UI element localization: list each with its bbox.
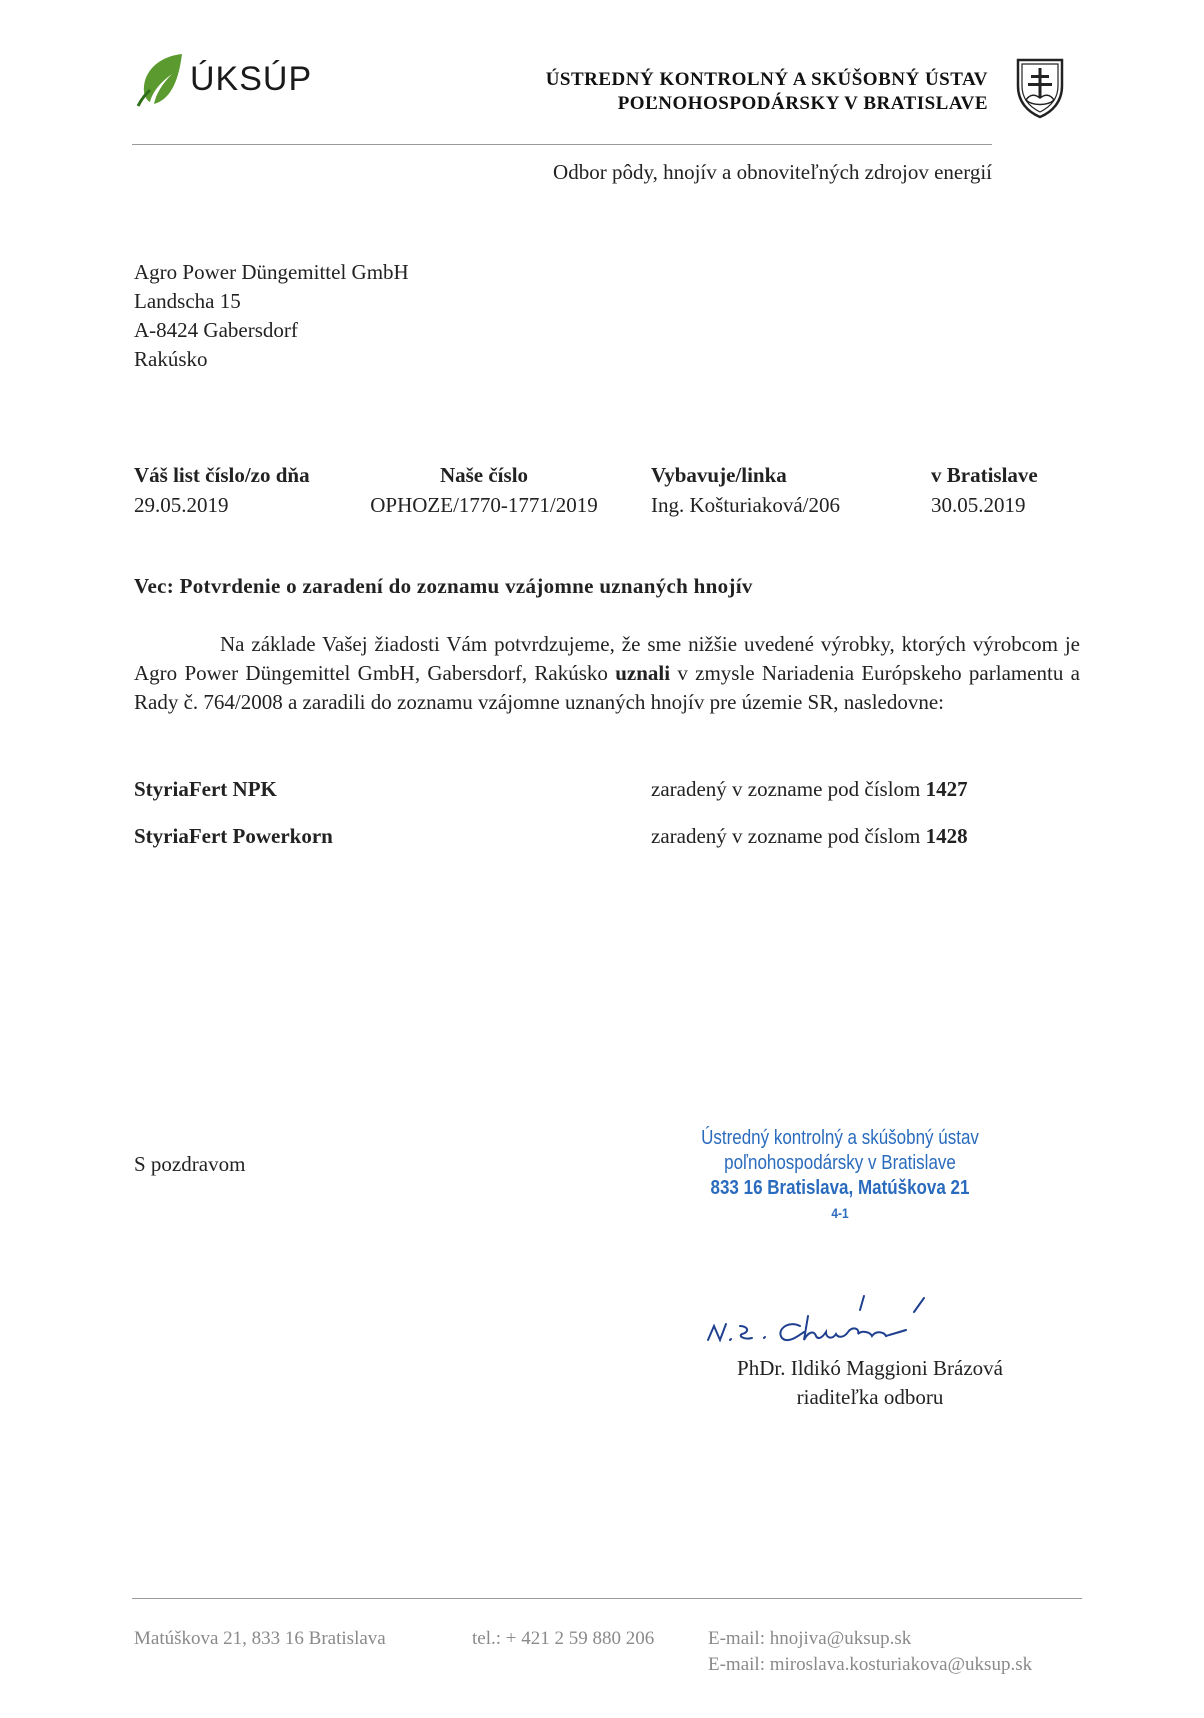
product-listing-text: zaradený v zozname pod číslom — [651, 777, 926, 801]
signer-block — [690, 1354, 1050, 1412]
product-number: 1428 — [925, 824, 968, 848]
footer-divider — [132, 1598, 1082, 1599]
reference-value: 29.05.2019 — [134, 493, 229, 517]
recipient-city: A-8424 Gabersdorf — [134, 318, 298, 342]
body-text-emphasis: uznali — [615, 661, 671, 685]
stamp-line1: Ústredný kontrolný a skúšobný ústav — [701, 1127, 979, 1149]
product-listing-text: zaradený v zozname pod číslom — [651, 824, 926, 848]
footer-email-primary: E-mail: hnojiva@uksup.sk — [708, 1628, 912, 1649]
reference-label: v Bratislave — [931, 463, 1038, 487]
closing-greeting: S pozdravom — [134, 1152, 246, 1176]
org-name-line2: POĽNOHOSPODÁRSKY V BRATISLAVE — [617, 93, 988, 114]
reference-label: Naše číslo — [439, 463, 529, 487]
reference-label: Vybavuje/linka — [651, 463, 787, 487]
organization-name — [546, 68, 988, 116]
letter-body — [134, 630, 1080, 717]
recipient-country: Rakúsko — [134, 347, 208, 371]
recipient-company: Agro Power Düngemittel GmbH — [134, 260, 409, 284]
product-name: StyriaFert Powerkorn — [134, 824, 333, 848]
product-name: StyriaFert NPK — [134, 777, 277, 801]
stamp-line3: 833 16 Bratislava, Matúškova 21 — [710, 1177, 970, 1199]
reference-handled-by — [651, 460, 840, 520]
logo-text: ÚKSÚP — [190, 60, 313, 98]
org-name-line1: ÚSTREDNÝ KONTROLNÝ A SKÚŠOBNÝ ÚSTAV — [545, 69, 988, 90]
signer-name: PhDr. Ildikó Maggioni Brázová — [737, 1356, 1003, 1380]
reference-your-letter — [134, 460, 310, 520]
reference-value: Ing. Košturiaková/206 — [651, 493, 840, 517]
recipient-street: Landscha 15 — [134, 289, 241, 313]
footer-address: Matúškova 21, 833 16 Bratislava — [134, 1628, 386, 1649]
footer-emails — [708, 1626, 1032, 1678]
handwritten-signature — [700, 1282, 940, 1352]
reference-date — [931, 460, 1038, 520]
product-number: 1427 — [925, 777, 968, 801]
reference-value: OPHOZE/1770-1771/2019 — [370, 493, 598, 517]
slovak-coat-of-arms-icon — [1012, 56, 1068, 120]
reference-label: Váš list číslo/zo dňa — [134, 463, 310, 487]
reference-our-number — [346, 460, 622, 520]
signature-icon — [700, 1282, 940, 1352]
stamp-line4: 4-1 — [831, 1205, 849, 1221]
footer-phone: tel.: + 421 2 59 880 206 — [472, 1628, 655, 1649]
body-text-part1: Na základe Vašej žiadosti Vám potvrdzujeme, že sme nižšie uvedené výrobky, ktorých výrobcom je Agro Power Düngemittel GmbH, Gabersdorf, Rakúsko — [134, 632, 1080, 685]
leaf-logo-icon — [132, 50, 192, 110]
footer-email-secondary: E-mail: miroslava.kosturiakova@uksup.sk — [708, 1654, 1033, 1675]
signer-title: riaditeľka odboru — [796, 1385, 944, 1409]
stamp-line2: poľnohospodársky v Bratislave — [724, 1152, 956, 1174]
official-stamp — [670, 1126, 1010, 1226]
product-listing — [651, 824, 968, 849]
header-divider — [132, 144, 992, 145]
department-name: Odbor pôdy, hnojív a obnoviteľných zdrojov energií — [553, 160, 992, 184]
uksup-logo — [132, 50, 192, 110]
recipient-address — [134, 258, 409, 374]
coat-of-arms — [1012, 56, 1068, 120]
body-text-part2: v zmysle Nariadenia Európskeho parlamentu a Rady č. 764/2008 a zaradili do zoznamu vzájomne uznaných hnojív pre územie SR, nasledovne: — [134, 661, 1081, 714]
product-listing — [651, 777, 968, 802]
reference-value: 30.05.2019 — [931, 493, 1026, 517]
letter-subject: Vec: Potvrdenie o zaradení do zoznamu vzájomne uznaných hnojív — [134, 574, 753, 598]
